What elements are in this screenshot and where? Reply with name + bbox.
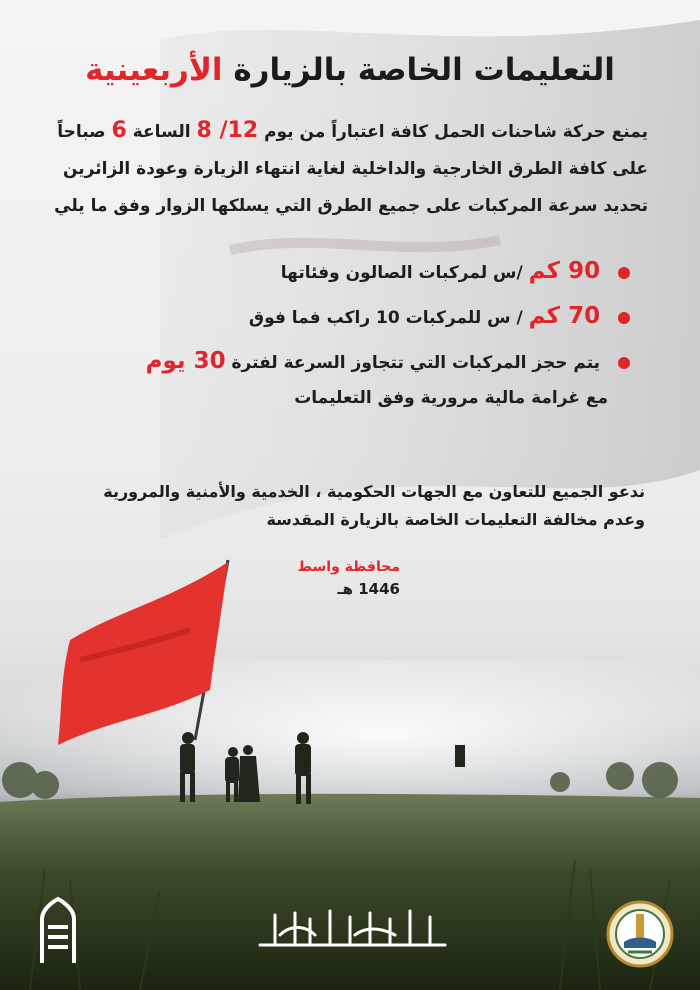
rule-text: / س للمركبات 10 راكب فما فوق (248, 308, 523, 328)
signature-org: محافظة واسط (297, 559, 400, 575)
call-line-1: ندعو الجميع للتعاون مع الجهات الحكومية ، الخدمية والأمنية والمرورية (103, 482, 645, 501)
intro-line-3: تحديد سرعة المركبات على جميع الطرق التي يسلكها الزوار وفق ما يلي (54, 196, 648, 216)
rule-speed: 70 كم (528, 303, 601, 329)
signature-year: 1446 هـ (337, 580, 400, 598)
media-office-calligraphy-logo (255, 905, 450, 955)
title-main: التعليمات الخاصة بالزيارة (233, 52, 615, 88)
bullet-icon (618, 357, 630, 369)
signature (298, 556, 400, 600)
intro-hour: 6 (111, 118, 127, 143)
rule-text: يتم حجز المركبات التي تتجاوز السرعة لفترة (231, 353, 601, 373)
wasit-governorate-seal-icon (606, 900, 674, 968)
call-to-action (45, 478, 645, 534)
rule-text: /س لمركبات الصالون وفئاتها (280, 263, 523, 283)
rule-item (70, 258, 630, 284)
rule-duration: 30 يوم (145, 348, 226, 374)
intro-block (28, 112, 648, 225)
intro-line-1 (28, 112, 648, 151)
page-title (0, 52, 700, 88)
rule-item (70, 348, 630, 374)
intro-date: 12/ 8 (196, 118, 259, 143)
intro-line-1-text: يمنع حركة شاحنات الحمل كافة اعتباراً من يوم (264, 122, 648, 142)
call-line-2: وعدم مخالفة التعليمات الخاصة بالزيارة المقدسة (266, 510, 645, 529)
bullet-icon (618, 267, 630, 279)
intro-line-2: على كافة الطرق الخارجية والداخلية لغاية انتهاء الزيارة وعودة الزائرين (63, 159, 648, 179)
rule-item (70, 303, 630, 329)
rule-speed: 90 كم (528, 258, 601, 284)
ziyarat-logo-icon (34, 895, 82, 965)
intro-tail: صباحاً (57, 122, 106, 142)
title-highlight: الأربعينية (85, 52, 223, 88)
bullet-icon (618, 312, 630, 324)
rule-continuation: مع غرامة مالية مرورية وفق التعليمات (294, 388, 608, 408)
intro-hour-label: الساعة (132, 122, 191, 142)
